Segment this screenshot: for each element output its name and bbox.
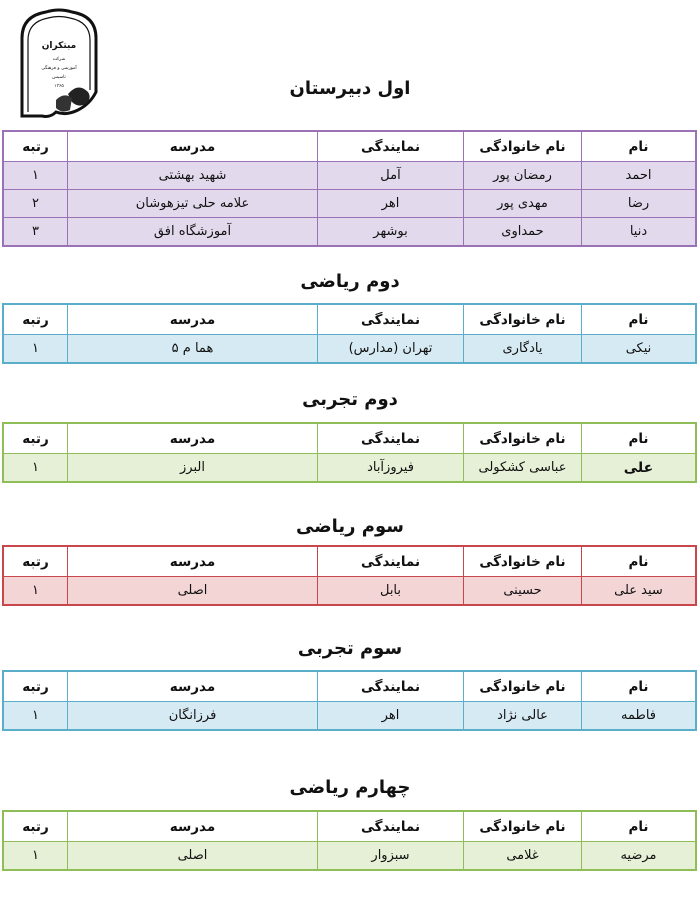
cell-family: عباسی کشکولی	[464, 454, 582, 483]
cell-rank: ۱	[3, 335, 68, 364]
cell-family: مهدی پور	[464, 190, 582, 218]
cell-rank: ۱	[3, 702, 68, 731]
column-header-rep: نمایندگی	[318, 546, 464, 577]
svg-text:آموزشی و فرهنگی: آموزشی و فرهنگی	[41, 66, 77, 71]
table-row	[3, 577, 696, 606]
cell-school: آموزشگاه افق	[68, 218, 318, 247]
column-header-rank: رتبه	[3, 546, 68, 577]
cell-rep: سبزوار	[318, 842, 464, 871]
column-header-name: نام	[582, 546, 697, 577]
cell-name: دنیا	[582, 218, 697, 247]
cell-rank: ۱	[3, 454, 68, 483]
table-header-row	[3, 546, 696, 577]
cell-name: فاطمه	[582, 702, 697, 731]
table-row	[3, 162, 696, 190]
section-title: سوم ریاضی	[296, 516, 404, 537]
table-header-row	[3, 423, 696, 454]
column-header-family: نام خانوادگی	[464, 671, 582, 702]
svg-text:مبتکران: مبتکران	[41, 41, 77, 51]
cell-name: سید علی	[582, 577, 697, 606]
column-header-rep: نمایندگی	[318, 423, 464, 454]
column-header-family: نام خانوادگی	[464, 546, 582, 577]
cell-school: علامه حلی تیزهوشان	[68, 190, 318, 218]
results-table	[2, 545, 697, 606]
column-header-rank: رتبه	[3, 423, 68, 454]
svg-text:۱۳۶۵: ۱۳۶۵	[54, 84, 64, 89]
table-row	[3, 454, 696, 483]
cell-school: فرزانگان	[68, 702, 318, 731]
column-header-rank: رتبه	[3, 671, 68, 702]
cell-rank: ۱	[3, 162, 68, 190]
section-title: اول دبیرستان	[289, 78, 411, 99]
section-title: سوم تجربی	[297, 638, 403, 659]
column-header-rep: نمایندگی	[318, 811, 464, 842]
table-row	[3, 218, 696, 247]
section-title: دوم تجربی	[302, 389, 398, 410]
cell-school: اصلی	[68, 577, 318, 606]
cell-rank: ۱	[3, 577, 68, 606]
cell-school: شهید بهشتی	[68, 162, 318, 190]
column-header-family: نام خانوادگی	[464, 131, 582, 162]
table-header-row	[3, 304, 696, 335]
column-header-rep: نمایندگی	[318, 304, 464, 335]
column-header-name: نام	[582, 811, 697, 842]
column-header-name: نام	[582, 671, 697, 702]
results-table	[2, 810, 697, 871]
results-table	[2, 303, 697, 364]
cell-name: نیکی	[582, 335, 697, 364]
cell-rank: ۳	[3, 218, 68, 247]
table-header-row	[3, 671, 696, 702]
cell-rep: اهر	[318, 190, 464, 218]
column-header-name: نام	[582, 304, 697, 335]
cell-family: یادگاری	[464, 335, 582, 364]
column-header-name: نام	[582, 131, 697, 162]
svg-text:شرکت: شرکت	[52, 57, 66, 62]
column-header-rep: نمایندگی	[318, 671, 464, 702]
table-row	[3, 702, 696, 731]
table-row	[3, 842, 696, 871]
column-header-school: مدرسه	[68, 304, 318, 335]
cell-family: عالی نژاد	[464, 702, 582, 731]
column-header-school: مدرسه	[68, 131, 318, 162]
cell-rep: بابل	[318, 577, 464, 606]
table-header-row	[3, 811, 696, 842]
cell-rep: فیروزآباد	[318, 454, 464, 483]
cell-rep: تهران (مدارس)	[318, 335, 464, 364]
table-header-row	[3, 131, 696, 162]
cell-rank: ۱	[3, 842, 68, 871]
cell-family: حسینی	[464, 577, 582, 606]
results-table	[2, 130, 697, 247]
column-header-family: نام خانوادگی	[464, 423, 582, 454]
table-row	[3, 190, 696, 218]
cell-rep: آمل	[318, 162, 464, 190]
column-header-school: مدرسه	[68, 546, 318, 577]
column-header-school: مدرسه	[68, 423, 318, 454]
column-header-rank: رتبه	[3, 811, 68, 842]
cell-name: احمد	[582, 162, 697, 190]
column-header-school: مدرسه	[68, 811, 318, 842]
column-header-family: نام خانوادگی	[464, 811, 582, 842]
column-header-school: مدرسه	[68, 671, 318, 702]
cell-rep: اهر	[318, 702, 464, 731]
cell-family: رمضان پور	[464, 162, 582, 190]
cell-school: البرز	[68, 454, 318, 483]
column-header-family: نام خانوادگی	[464, 304, 582, 335]
column-header-rank: رتبه	[3, 304, 68, 335]
table-row	[3, 335, 696, 364]
cell-school: هما م ۵	[68, 335, 318, 364]
column-header-name: نام	[582, 423, 697, 454]
cell-name: علی	[582, 454, 697, 483]
column-header-rank: رتبه	[3, 131, 68, 162]
section-title: چهارم ریاضی	[289, 777, 411, 798]
cell-family: غلامی	[464, 842, 582, 871]
svg-text:تاسیس: تاسیس	[52, 75, 66, 80]
mobtakeran-logo	[16, 8, 102, 120]
cell-name: مرضیه	[582, 842, 697, 871]
results-table	[2, 670, 697, 731]
cell-rank: ۲	[3, 190, 68, 218]
cell-name: رضا	[582, 190, 697, 218]
results-table	[2, 422, 697, 483]
cell-rep: بوشهر	[318, 218, 464, 247]
column-header-rep: نمایندگی	[318, 131, 464, 162]
cell-family: حمداوی	[464, 218, 582, 247]
cell-school: اصلی	[68, 842, 318, 871]
section-title: دوم ریاضی	[300, 271, 400, 292]
